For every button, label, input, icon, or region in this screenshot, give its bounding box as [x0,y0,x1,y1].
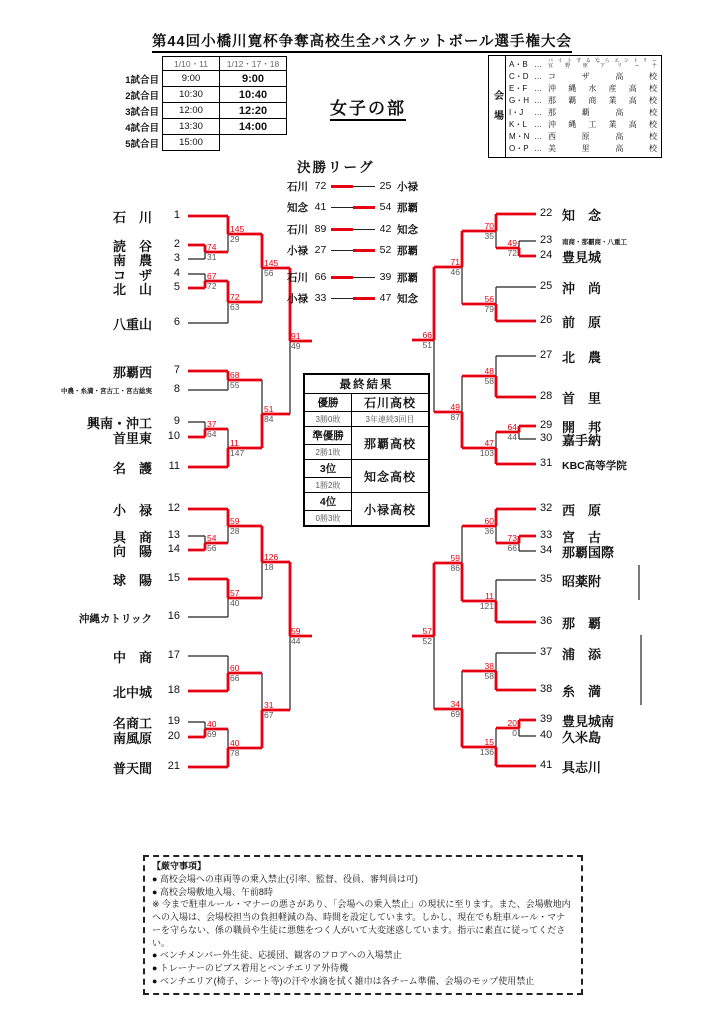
match-score: 38 58 [484,661,494,681]
team-name: 那覇国際 [562,545,615,560]
team-seed: 40 [540,729,553,741]
venue-courts: A・B [509,59,528,69]
schedule-table [113,56,287,151]
venue-row [509,107,657,118]
match-score: 57 52 [422,626,432,646]
venue-dots: … [534,120,542,130]
league-score: 27 [314,244,327,256]
team-name: 糸 満 [562,684,602,699]
team-name: 知 念 [562,208,602,223]
league-score: 39 [379,271,392,283]
team-seed: 11 [168,460,180,472]
match-score: 72 63 [230,292,240,312]
venue-table-side-label: 会場 [489,56,506,157]
team-name: 首 里 [562,391,602,406]
match-score: 57 40 [230,588,240,608]
team-name: 浦 添 [562,647,602,662]
match-score: 49 87 [450,402,460,422]
results-record: 3勝0敗 [304,412,352,427]
team-seed: 28 [540,390,553,402]
venue-dots: … [534,95,542,105]
team-seed: 13 [167,529,180,541]
team-seed: 41 [540,759,553,771]
team-seed: 8 [173,383,180,395]
venue-name: 沖縄工業高校 [548,120,657,130]
venue-name: 宜野座アリーナ [548,63,657,70]
league-game [287,200,422,214]
match-score: 74 31 [207,242,217,262]
team-name: 球 陽 [112,573,152,588]
league-team: 那覇 [397,201,418,214]
schedule-row-label: 4試合目 [125,122,159,134]
team-seed: 12 [167,502,180,514]
team-seed: 22 [540,207,553,219]
results-record: 0勝3敗 [304,511,352,527]
team-seed: 10 [167,430,180,442]
league-team: 石川 [287,271,308,284]
team-name: 具 商 [112,530,152,545]
final-league-title: 決勝リーグ [297,160,375,175]
team-name: 西 原 [562,503,602,518]
league-team: 小禄 [397,180,418,193]
league-score: 47 [379,292,392,304]
rules-line: ● ベンチメンバー外生徒、応援団、観客のフロアへの入場禁止 [152,950,402,961]
league-score: 72 [314,180,327,192]
match-score: 47 103 [479,438,494,458]
match-score: 40 78 [230,738,240,758]
league-connector [331,244,375,257]
team-name: 中 商 [112,650,152,665]
venue-row [509,131,657,142]
match-score: 51 84 [264,404,274,424]
schedule-col1-header: 1/10・11 [163,57,220,71]
venue-courts: M・N [509,132,530,142]
team-name: 豊見城南 [562,714,615,729]
team-seed: 3 [173,252,180,264]
results-title: 最終結果 [304,374,429,394]
schedule-col2-header: 1/12・17・18 [220,57,287,71]
results-rank: 3位 [304,460,352,478]
results-record: 1勝2敗 [304,478,352,493]
team-name: 石 川 [112,210,152,225]
venue-courts: G・H [509,95,529,105]
team-name: 八重山 [112,317,152,332]
schedule-time: 9:00 [220,71,287,87]
team-seed: 31 [540,457,553,469]
team-name: 那 覇 [562,616,602,631]
league-score: 41 [314,201,327,213]
league-game [287,222,422,236]
results-rank: 準優勝 [304,427,352,445]
team-seed: 16 [167,610,180,622]
league-game [287,179,422,193]
league-score: 33 [314,292,327,304]
schedule-time: 12:20 [220,103,287,119]
results-record: 2勝1敗 [304,445,352,460]
rules-line: ● 高校会場敷地入場、午前8時 [152,886,273,897]
team-seed: 4 [173,267,180,279]
results-rank: 優勝 [304,394,352,412]
team-seed: 39 [540,713,553,725]
venue-name: コザ高校 [548,71,657,81]
schedule-row-label: 5試合目 [125,138,159,150]
page-title: 第44回小橋川寛杯争奪高校生全バスケットボール選手権大会 [0,30,724,51]
venue-dots: … [534,71,542,81]
league-score: 54 [379,201,392,213]
league-connector [331,271,375,284]
team-seed: 18 [167,684,180,696]
league-connector [331,201,375,214]
venue-name: 西原高校 [548,132,657,142]
team-seed: 19 [167,715,180,727]
venue-row [509,59,657,70]
league-team: 知念 [287,201,308,214]
league-game [287,291,422,305]
league-score: 52 [379,244,392,256]
team-name: 南商・那覇商・八重工 [562,239,627,246]
rules-notice-box [143,855,583,995]
match-score: 37 64 [207,419,217,439]
league-connector [331,292,375,305]
team-seed: 15 [167,572,180,584]
schedule-time: 10:30 [163,87,220,103]
venue-dots: … [534,132,542,142]
venue-dots: … [534,59,542,69]
team-name: 前 原 [562,315,602,330]
match-score: 126 18 [264,552,279,572]
rules-line: ● トレーナーのビブス着用とベンチエリア外待機 [152,963,349,974]
venue-name: 那覇商業高校 [548,95,657,105]
team-name: 南風原 [112,731,152,746]
schedule-time: 9:00 [163,71,220,87]
results-school: 那覇高校 [352,427,430,460]
team-name: 昭薬附 [562,574,602,589]
league-team: 小禄 [287,244,308,257]
league-score: 89 [314,223,327,235]
team-seed: 34 [540,544,553,556]
schedule-time: 15:00 [163,135,220,151]
team-name: 具志川 [562,760,602,775]
results-school: 石川高校 [352,394,430,412]
league-score: 25 [379,180,392,192]
team-seed: 2 [173,238,180,250]
results-school: 小禄高校 [352,493,430,527]
team-seed: 24 [540,249,553,261]
team-seed: 25 [540,280,553,292]
venue-name: 美里高校 [548,144,657,154]
team-seed: 23 [540,234,553,246]
team-name: 久米島 [562,730,602,745]
team-seed: 30 [540,432,553,444]
team-name: コ ザ [112,268,152,283]
match-score: 68 55 [230,370,240,390]
rules-line: ● 高校会場への車両等の乗入禁止(引率、監督、役員、審判員は可) [152,873,418,884]
match-score: 56 79 [484,294,494,314]
team-name: 那覇西 [112,365,152,380]
league-score: 42 [379,223,392,235]
venue-table [488,55,662,158]
venue-row [509,71,657,82]
team-seed: 6 [173,316,180,328]
team-seed: 35 [540,573,553,585]
team-name: 沖縄カトリック [78,613,152,625]
match-score: 54 56 [207,533,217,553]
match-score: 145 56 [264,258,279,278]
venue-courts: E・F [509,83,528,93]
match-score: 73 66 [507,533,517,553]
team-seed: 37 [540,646,553,658]
match-score: 15 136 [479,737,494,757]
team-seed: 7 [173,364,180,376]
team-name: 南 農 [112,253,152,268]
team-name: 名商工 [112,716,152,731]
schedule-time: 12:00 [163,103,220,119]
team-name: 中農・糸満・宮古工・宮古総実 [61,388,152,395]
team-name: 北 山 [112,282,152,297]
league-game [287,243,422,257]
venue-row [509,83,657,94]
rules-line: ● ベンチエリア(椅子、シート等)の汗や水滴を拭く雑巾は各チーム準備、会場のモップ使用禁止 [152,975,535,986]
venue-row [509,95,657,106]
match-score: 59 44 [291,626,301,646]
final-results-table [303,373,430,527]
team-seed: 36 [540,615,553,627]
team-seed: 26 [540,314,553,326]
league-team: 小禄 [287,292,308,305]
results-school: 知念高校 [352,460,430,493]
venue-courts: O・P [509,144,529,154]
team-seed: 14 [167,543,180,555]
match-score: 70 35 [484,221,494,241]
venue-name: 沖縄水産高校 [548,83,657,93]
schedule-row-label: 1試合目 [125,74,159,86]
team-name: 豊見城 [562,250,602,265]
team-name: 首里東 [112,431,152,446]
team-seed: 9 [173,415,180,427]
team-name: KBC高等学院 [562,460,627,472]
team-seed: 33 [540,529,553,541]
match-score: 71 46 [450,257,460,277]
match-score: 48 58 [484,366,494,386]
league-team: 那覇 [397,244,418,257]
team-seed: 21 [167,760,180,772]
team-name: 嘉手納 [562,433,602,448]
team-seed: 1 [173,209,180,221]
team-name: 読 谷 [112,239,152,254]
venue-name: バイトするならエントリー [548,57,657,64]
league-connector [331,180,375,193]
venue-courts: K・L [509,120,527,130]
match-score: 59 86 [450,553,460,573]
match-score: 34 69 [450,699,460,719]
team-name: 小 禄 [112,503,152,518]
venue-dots: … [534,108,542,118]
match-score: 60 66 [230,663,240,683]
match-score: 11 147 [230,438,245,458]
team-seed: 5 [173,281,180,293]
team-name: 名 護 [112,461,152,476]
venue-courts: I・J [509,108,524,118]
match-score: 64 44 [507,422,517,442]
team-seed: 27 [540,349,553,361]
team-seed: 20 [167,730,180,742]
team-name: 普天間 [112,761,152,776]
team-seed: 38 [540,683,553,695]
match-score: 59 28 [230,516,240,536]
match-score: 91 49 [291,331,301,351]
team-seed: 32 [540,502,553,514]
team-seed: 17 [167,649,180,661]
results-rank: 4位 [304,493,352,511]
rules-line: ※ 今まで駐車ルール・マナーの悪さがあり、「会場への乗入禁止」の現状に至ります。また、会場敷地内への入場は、会場校担当の負担軽減の為、時間を設定しています。しかし、現在でも駐車ルール・マナーを守らない、係の職員や生徒に悪態をつく人がいて大変迷惑しています。指示に素直に従ってください。 [152,899,571,948]
match-score: 60 36 [484,516,494,536]
league-team: 石川 [287,180,308,193]
team-name: 北 農 [562,350,602,365]
league-team: 知念 [397,292,418,305]
venue-row [509,119,657,130]
schedule-time: 14:00 [220,119,287,135]
match-score: 40 69 [207,719,217,739]
league-score: 66 [314,271,327,283]
match-score: 67 72 [207,271,217,291]
results-note: 3年連続3回目 [352,412,430,427]
venue-dots: … [534,83,542,93]
division-title: 女子の部 [330,94,406,121]
schedule-row-label: 3試合目 [125,106,159,118]
team-seed: 29 [540,419,553,431]
league-team: 石川 [287,223,308,236]
venue-row [509,143,657,154]
schedule-row-label: 2試合目 [125,90,159,102]
match-score: 66 51 [422,330,432,350]
team-name: 興南・沖工 [86,416,152,431]
venue-dots: … [534,144,542,154]
match-score: 20 0 [507,718,517,738]
venue-courts: C・D [509,71,529,81]
rules-title: 【厳守事項】 [152,861,207,871]
team-name: 開 邦 [562,420,602,435]
team-name: 向 陽 [112,544,152,559]
match-score: 49 72 [507,238,517,258]
team-name: 沖 尚 [562,281,602,296]
league-game [287,270,422,284]
schedule-time: 13:30 [163,119,220,135]
league-team: 知念 [397,223,418,236]
team-name: 北中城 [112,685,152,700]
venue-name: 那覇高校 [548,108,657,118]
schedule-time: 10:40 [220,87,287,103]
match-score: 31 67 [264,700,274,720]
team-name: 宮 古 [562,530,602,545]
league-connector [331,223,375,236]
league-team: 那覇 [397,271,418,284]
match-score: 11 121 [479,591,494,611]
match-score: 145 29 [230,224,245,244]
